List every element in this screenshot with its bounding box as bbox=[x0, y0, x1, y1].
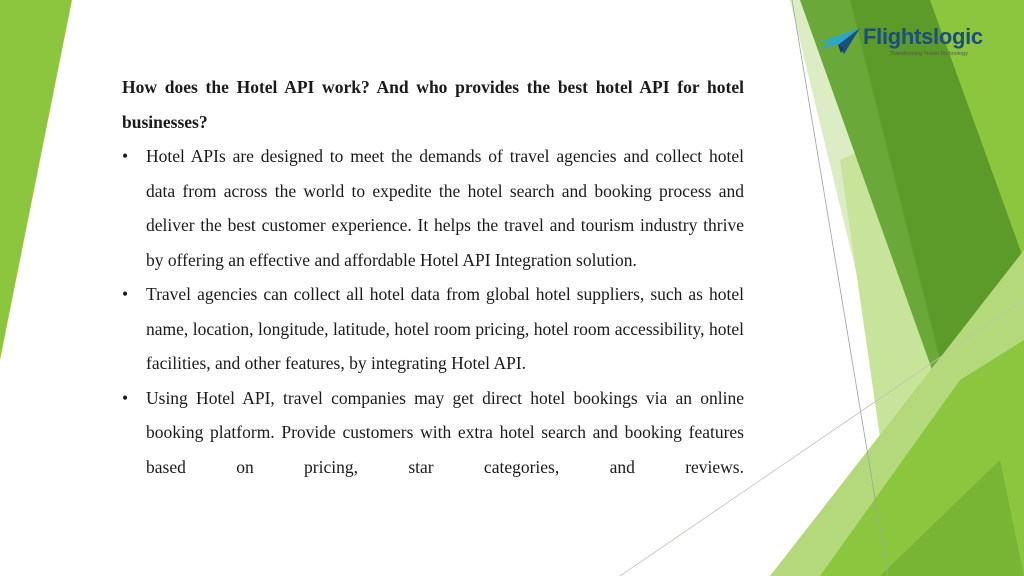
bullet-icon: • bbox=[122, 387, 129, 408]
bullet-text: Travel agencies can collect all hotel data from global hotel suppliers, such as hotel name, location, longitude, latitude, hotel room pricing, hotel room accessibility, hotel facilities, and other features, by integrating Hotel API. bbox=[146, 284, 744, 373]
logo-name: Flightslogic bbox=[863, 24, 983, 49]
bullet-text: Using Hotel API, travel companies may get direct hotel bookings via an online booking platform. Provide customers with extra hotel search and booking features based on pricing, star categories, and reviews. bbox=[146, 387, 744, 477]
bullet-text: Hotel APIs are designed to meet the demands of travel agencies and collect hotel data from across the world to expedite the hotel search and booking process and deliver the best customer experience. It helps the travel and tourism industry thrive by offering an effective and affordable Hotel API Integration solution. bbox=[146, 146, 744, 270]
bullet-list bbox=[122, 139, 744, 484]
bullet-icon: • bbox=[122, 146, 129, 166]
flightslogic-logo bbox=[820, 22, 1010, 62]
bullet-item bbox=[122, 277, 744, 381]
bullet-item bbox=[122, 381, 744, 485]
bullet-icon: • bbox=[122, 284, 129, 304]
content-body bbox=[122, 70, 744, 484]
bullet-item bbox=[122, 139, 744, 277]
paper-plane-icon bbox=[820, 26, 862, 56]
logo-tagline: Transforming Travel Technology bbox=[890, 51, 968, 57]
slide-heading: How does the Hotel API work? And who provides the best hotel API for hotel businesses? bbox=[122, 77, 744, 132]
left-green-triangle bbox=[0, 0, 72, 360]
